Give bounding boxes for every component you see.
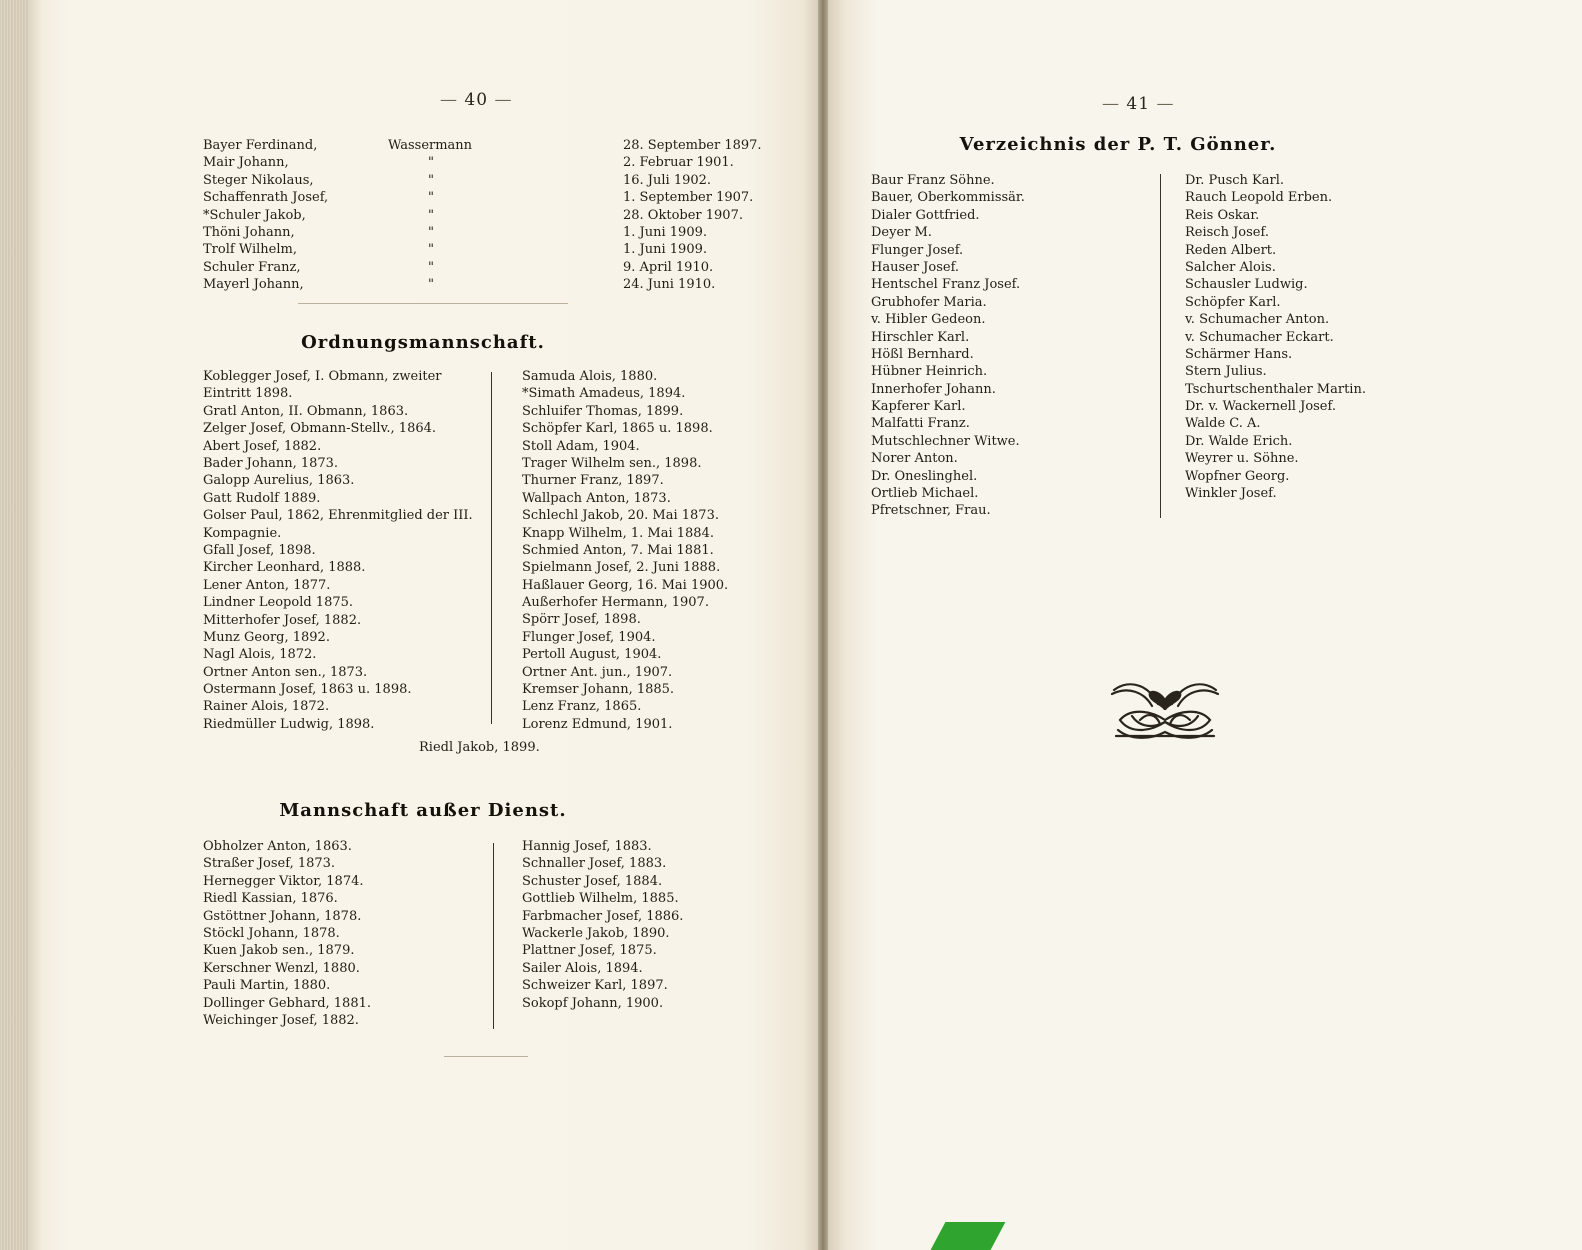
list-item: Bader Johann, 1873. bbox=[203, 455, 339, 471]
entry-name: Schuler Franz, bbox=[203, 259, 301, 275]
list-item: Gratl Anton, II. Obmann, 1863. bbox=[203, 403, 409, 419]
list-item: Wopfner Georg. bbox=[1185, 468, 1290, 484]
list-item: Knapp Wilhelm, 1. Mai 1884. bbox=[522, 525, 714, 541]
entry-date: 16. Juli 1902. bbox=[623, 172, 712, 188]
list-item: Weichinger Josef, 1882. bbox=[203, 1012, 359, 1028]
entry-rank: " bbox=[428, 155, 434, 171]
list-item: Nagl Alois, 1872. bbox=[203, 647, 317, 663]
list-item: Pfretschner, Frau. bbox=[871, 503, 991, 519]
list-item: Schmied Anton, 7. Mai 1881. bbox=[522, 542, 714, 558]
list-item: Dialer Gottfried. bbox=[871, 207, 980, 223]
top-names-column bbox=[203, 137, 328, 294]
list-item: v. Schumacher Anton. bbox=[1185, 312, 1330, 328]
list-item: Dr. v. Wackernell Josef. bbox=[1185, 399, 1336, 415]
list-item: Lener Anton, 1877. bbox=[203, 577, 331, 593]
list-item: Spörr Josef, 1898. bbox=[522, 612, 641, 628]
entry-date: 28. September 1897. bbox=[623, 138, 762, 153]
entry-date: 1. Juni 1909. bbox=[623, 242, 707, 258]
list-item: Schluifer Thomas, 1899. bbox=[522, 403, 684, 419]
list-item: Riedmüller Ludwig, 1898. bbox=[203, 716, 375, 732]
entry-name: Thöni Johann, bbox=[203, 224, 295, 240]
entry-rank: " bbox=[428, 190, 434, 206]
book-gutter bbox=[818, 0, 828, 1250]
list-item: Hirschler Karl. bbox=[871, 329, 970, 345]
section-title-goenner: Verzeichnis der P. T. Gönner. bbox=[959, 134, 1277, 155]
entry-name: Trolf Wilhelm, bbox=[203, 242, 297, 258]
book-edge bbox=[0, 0, 28, 1250]
list-item: Trager Wilhelm sen., 1898. bbox=[522, 455, 702, 471]
column-rule bbox=[493, 843, 494, 1029]
ordnung-last-entry: Riedl Jakob, 1899. bbox=[419, 740, 540, 755]
list-item: Dr. Walde Erich. bbox=[1185, 433, 1293, 449]
list-item: Galopp Aurelius, 1863. bbox=[203, 473, 355, 489]
list-item: Bauer, Oberkommissär. bbox=[871, 190, 1025, 206]
entry-date: 1. Juni 1909. bbox=[623, 224, 707, 240]
list-item: Stoll Adam, 1904. bbox=[522, 438, 640, 454]
list-item: Salcher Alois. bbox=[1185, 259, 1276, 275]
list-item: Plattner Josef, 1875. bbox=[522, 943, 657, 959]
list-item: Hößl Bernhard. bbox=[871, 346, 974, 362]
list-item: Haßlauer Georg, 16. Mai 1900. bbox=[522, 577, 729, 593]
entry-rank: " bbox=[428, 224, 434, 240]
list-item: Gstöttner Johann, 1878. bbox=[203, 908, 362, 924]
list-item: Farbmacher Josef, 1886. bbox=[522, 908, 684, 924]
ordnung-column-2 bbox=[522, 368, 728, 733]
column-rule bbox=[491, 372, 492, 724]
heart-ornament-icon bbox=[1110, 680, 1220, 744]
list-item: Schöpfer Karl. bbox=[1185, 294, 1281, 310]
list-item: Samuda Alois, 1880. bbox=[522, 369, 658, 384]
list-item: Kapferer Karl. bbox=[871, 399, 966, 415]
list-item: v. Schumacher Eckart. bbox=[1185, 329, 1334, 345]
list-item: Deyer M. bbox=[871, 225, 932, 241]
list-item: Stern Julius. bbox=[1185, 364, 1267, 380]
entry-rank: " bbox=[428, 172, 434, 188]
entry-date: 9. April 1910. bbox=[623, 259, 714, 275]
list-item: Mutschlechner Witwe. bbox=[871, 433, 1020, 449]
list-item: Malfatti Franz. bbox=[871, 416, 970, 432]
list-item: Norer Anton. bbox=[871, 451, 958, 467]
list-item: Zelger Josef, Obmann-Stellv., 1864. bbox=[203, 421, 437, 437]
entry-name: Bayer Ferdinand, bbox=[203, 138, 318, 153]
list-item: Schuster Josef, 1884. bbox=[522, 873, 663, 889]
list-item: Hannig Josef, 1883. bbox=[522, 839, 652, 854]
list-item: *Simath Amadeus, 1894. bbox=[522, 386, 686, 402]
divider-rule bbox=[444, 1056, 528, 1057]
right-page bbox=[828, 0, 1582, 1250]
list-item: Koblegger Josef, I. Obmann, zweiter Eintritt 1898. bbox=[203, 369, 442, 402]
page-number-left: — 40 — bbox=[440, 90, 513, 110]
column-rule bbox=[1160, 174, 1161, 518]
entry-rank: " bbox=[428, 207, 434, 223]
list-item: Sokopf Johann, 1900. bbox=[522, 995, 664, 1011]
entry-rank: " bbox=[428, 242, 434, 258]
list-item: Lindner Leopold 1875. bbox=[203, 595, 354, 611]
entry-name: Mayerl Johann, bbox=[203, 277, 304, 293]
list-item: Abert Josef, 1882. bbox=[203, 438, 322, 454]
entry-rank: " bbox=[428, 277, 434, 293]
entry-date: 1. September 1907. bbox=[623, 190, 754, 206]
list-item: Gfall Josef, 1898. bbox=[203, 542, 316, 558]
list-item: Ortner Ant. jun., 1907. bbox=[522, 664, 673, 680]
list-item: Ostermann Josef, 1863 u. 1898. bbox=[203, 682, 412, 698]
list-item: Wackerle Jakob, 1890. bbox=[522, 925, 670, 941]
list-item: Baur Franz Söhne. bbox=[871, 173, 995, 188]
top-ranks-column bbox=[388, 137, 472, 294]
list-item: Walde C. A. bbox=[1185, 416, 1261, 432]
list-item: Dr. Pusch Karl. bbox=[1185, 173, 1285, 188]
list-item: Rainer Alois, 1872. bbox=[203, 699, 330, 715]
list-item: Hübner Heinrich. bbox=[871, 364, 988, 380]
section-title-ausser-dienst: Mannschaft außer Dienst. bbox=[279, 800, 567, 821]
entry-date: 28. Oktober 1907. bbox=[623, 207, 743, 223]
list-item: Schnaller Josef, 1883. bbox=[522, 856, 667, 872]
list-item: Lorenz Edmund, 1901. bbox=[522, 716, 673, 732]
entry-name: Mair Johann, bbox=[203, 155, 289, 171]
list-item: Weyrer u. Söhne. bbox=[1185, 451, 1299, 467]
entry-name: *Schuler Jakob, bbox=[203, 207, 306, 223]
list-item: Mitterhofer Josef, 1882. bbox=[203, 612, 362, 628]
list-item: Hauser Josef. bbox=[871, 259, 960, 275]
left-page bbox=[28, 0, 818, 1250]
ordnung-column-1 bbox=[203, 368, 493, 733]
list-item: Schausler Ludwig. bbox=[1185, 277, 1308, 293]
list-item: Wallpach Anton, 1873. bbox=[522, 490, 671, 506]
list-item: Sailer Alois, 1894. bbox=[522, 960, 643, 976]
list-item: Riedl Kassian, 1876. bbox=[203, 891, 338, 907]
list-item: Thurner Franz, 1897. bbox=[522, 473, 664, 489]
list-item: Reis Oskar. bbox=[1185, 207, 1260, 223]
list-item: Gatt Rudolf 1889. bbox=[203, 490, 321, 506]
list-item: Rauch Leopold Erben. bbox=[1185, 190, 1333, 206]
list-item: Lenz Franz, 1865. bbox=[522, 699, 642, 715]
list-item: v. Hibler Gedeon. bbox=[871, 312, 986, 328]
list-item: Reisch Josef. bbox=[1185, 225, 1269, 241]
list-item: Hentschel Franz Josef. bbox=[871, 277, 1021, 293]
entry-name: Schaffenrath Josef, bbox=[203, 190, 329, 206]
list-item: Reden Albert. bbox=[1185, 242, 1277, 258]
list-item: Pauli Martin, 1880. bbox=[203, 978, 331, 994]
list-item: Obholzer Anton, 1863. bbox=[203, 839, 352, 854]
entry-date: 2. Februar 1901. bbox=[623, 155, 734, 171]
list-item: Kerschner Wenzl, 1880. bbox=[203, 960, 360, 976]
list-item: Schweizer Karl, 1897. bbox=[522, 978, 668, 994]
page-number-right: — 41 — bbox=[1102, 94, 1175, 114]
entry-name: Steger Nikolaus, bbox=[203, 172, 314, 188]
list-item: Spielmann Josef, 2. Juni 1888. bbox=[522, 560, 721, 576]
entry-rank: Wassermann bbox=[388, 138, 473, 153]
list-item: Schöpfer Karl, 1865 u. 1898. bbox=[522, 421, 713, 437]
list-item: Tschurtschenthaler Martin. bbox=[1185, 381, 1366, 397]
entry-rank: " bbox=[428, 259, 434, 275]
list-item: Munz Georg, 1892. bbox=[203, 629, 330, 645]
entry-date: 24. Juni 1910. bbox=[623, 277, 716, 293]
list-item: Kremser Johann, 1885. bbox=[522, 682, 675, 698]
ausser-column-2 bbox=[522, 838, 683, 1012]
list-item: Winkler Josef. bbox=[1185, 486, 1277, 502]
list-item: Pertoll August, 1904. bbox=[522, 647, 662, 663]
list-item: Ortlieb Michael. bbox=[871, 486, 979, 502]
list-item: Golser Paul, 1862, Ehrenmitglied der III. Kompagnie. bbox=[203, 508, 473, 541]
list-item: Flunger Josef, 1904. bbox=[522, 629, 656, 645]
divider-rule bbox=[298, 303, 568, 304]
list-item: Schärmer Hans. bbox=[1185, 346, 1293, 362]
list-item: Grubhofer Maria. bbox=[871, 294, 987, 310]
section-title-ordnung: Ordnungsmannschaft. bbox=[301, 332, 545, 353]
top-dates-column bbox=[623, 137, 762, 294]
list-item: Ortner Anton sen., 1873. bbox=[203, 664, 368, 680]
goenner-column-2 bbox=[1185, 172, 1366, 502]
list-item: Hernegger Viktor, 1874. bbox=[203, 873, 364, 889]
list-item: Kuen Jakob sen., 1879. bbox=[203, 943, 355, 959]
list-item: Außerhofer Hermann, 1907. bbox=[522, 595, 709, 611]
list-item: Straßer Josef, 1873. bbox=[203, 856, 336, 872]
list-item: Kircher Leonhard, 1888. bbox=[203, 560, 366, 576]
list-item: Dr. Oneslinghel. bbox=[871, 468, 978, 484]
list-item: Innerhofer Johann. bbox=[871, 381, 996, 397]
ausser-column-1 bbox=[203, 838, 371, 1029]
list-item: Dollinger Gebhard, 1881. bbox=[203, 995, 371, 1011]
list-item: Stöckl Johann, 1878. bbox=[203, 925, 340, 941]
list-item: Gottlieb Wilhelm, 1885. bbox=[522, 891, 679, 907]
list-item: Flunger Josef. bbox=[871, 242, 964, 258]
list-item: Schlechl Jakob, 20. Mai 1873. bbox=[522, 508, 719, 524]
goenner-column-1 bbox=[871, 172, 1025, 520]
